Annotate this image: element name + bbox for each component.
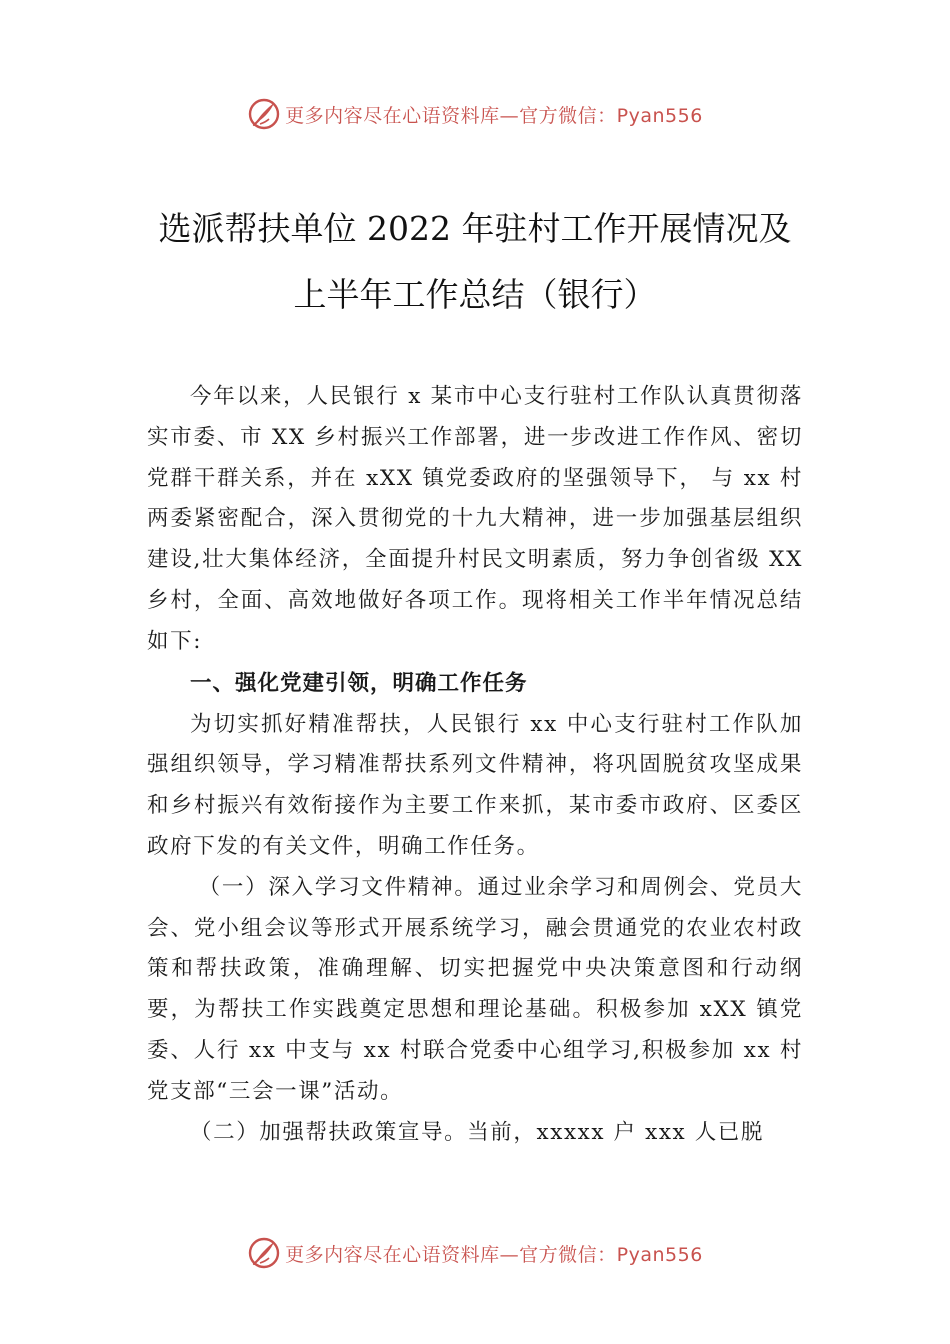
subsection-1-paragraph: （一）深入学习文件精神。通过业余学习和周例会、党员大会、党小组会议等形式开展系统学习，融会贯通党的农业农村政策和帮扶政策，准确理解、切实把握党中央决策意图和行动纲要，为帮扶工作实践奠定思想和理论基础。积极参加 xXX 镇党委、人行 xx 中支与 xx 村联合党委中心组学习,积极参加 xx 村党支部“三会一课”活动。 (147, 874, 803, 1104)
footer-watermark-banner (0, 1231, 950, 1275)
quill-pen-logo-icon (247, 97, 281, 131)
document-body (147, 377, 803, 1153)
banner-text-cn: 更多内容尽在心语资料库—官方微信： (285, 1243, 617, 1266)
header-watermark-banner (0, 92, 950, 136)
intro-paragraph: 今年以来，人民银行 x 某市中心支行驻村工作队认真贯彻落实市委、市 XX 乡村振兴工作部署，进一步改进工作作风、密切党群干群关系，并在 xXX 镇党委政府的坚强领导下， 与 xx 村两委紧密配合，深入贯彻党的十九大精神，进一步加强基层组织建设,壮大集体经济，全面提升村民文明素质，努力争创省级 XX 乡村，全面、高效地做好各项工作。现将相关工作半年情况总结如下: (147, 384, 803, 654)
title-line-1: 选派帮扶单位 2022 年驻村工作开展情况及 (158, 209, 792, 248)
document-title (110, 196, 840, 328)
quill-pen-logo-icon (247, 1236, 281, 1270)
subsection-2-paragraph: （二）加强帮扶政策宣导。当前，xxxxx 户 xxx 人已脱 (190, 1119, 765, 1145)
section-1-paragraph: 为切实抓好精准帮扶，人民银行 xx 中心支行驻村工作队加强组织领导，学习精准帮扶系列文件精神，将巩固脱贫攻坚成果和乡村振兴有效衔接作为主要工作来抓，某市委市政府、区委区政府下发的有关文件，明确工作任务。 (147, 711, 803, 859)
banner-wechat-id: Pyan556 (616, 104, 703, 127)
banner-text (285, 101, 703, 128)
section-heading-1: 一、强化党建引领，明确工作任务 (190, 670, 528, 696)
title-line-2: 上半年工作总结（银行） (293, 275, 657, 314)
banner-wechat-id: Pyan556 (616, 1243, 703, 1266)
banner-text-cn: 更多内容尽在心语资料库—官方微信： (285, 104, 617, 127)
banner-text (285, 1240, 703, 1267)
